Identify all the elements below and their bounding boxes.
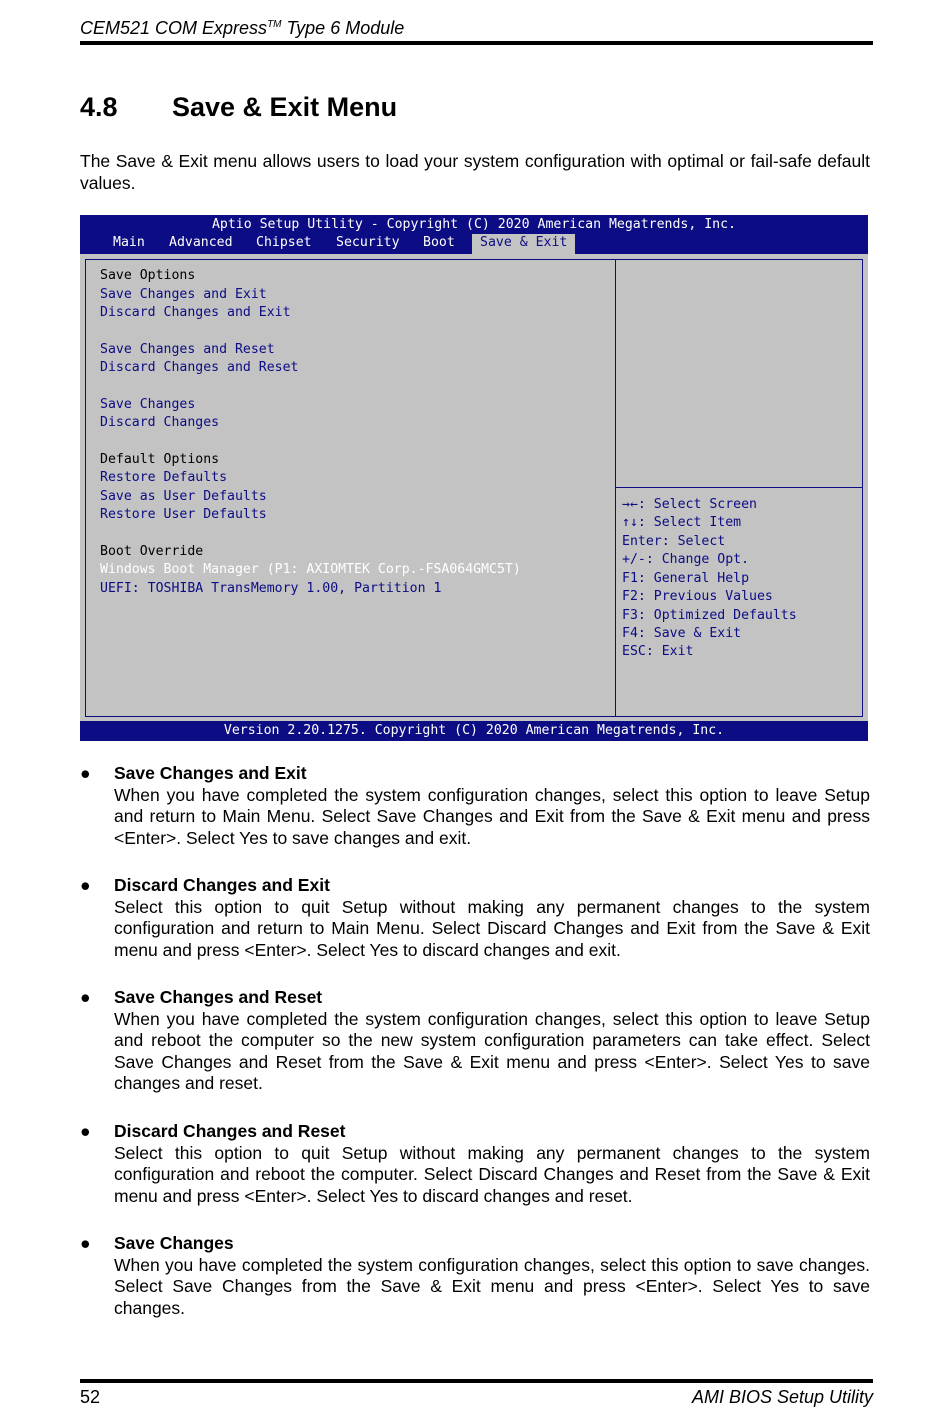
bullet-item xyxy=(80,987,870,1095)
bullet-title: Discard Changes and Reset xyxy=(114,1121,346,1141)
bios-group-boot-override: Boot Override xyxy=(100,544,204,559)
bios-item-uefi-toshiba[interactable]: UEFI: TOSHIBA TransMemory 1.00, Partition 1 xyxy=(100,581,442,596)
bullet-item xyxy=(80,875,870,961)
bullet-dot: ● xyxy=(80,987,91,1007)
bios-divider xyxy=(615,260,616,716)
bios-item-save-user-defaults[interactable]: Save as User Defaults xyxy=(100,489,267,504)
bios-help-f3: F3: Optimized Defaults xyxy=(622,608,797,623)
bullet-item xyxy=(80,1121,870,1207)
bios-help-esc: ESC: Exit xyxy=(622,644,694,659)
bios-help-f4: F4: Save & Exit xyxy=(622,626,742,641)
bios-help-enter: Enter: Select xyxy=(622,534,726,549)
bios-title-bar xyxy=(80,215,868,254)
bullet-body: Select this option to quit Setup without making any permanent changes to the system configuration and return to Main Menu. Select Discard Changes and Exit from the Save & Exit menu and press <Enter>. Select Yes to discard changes and exit. xyxy=(114,896,870,960)
intro-paragraph: The Save & Exit menu allows users to load your system configuration with optimal or fail-safe default values. xyxy=(80,151,870,193)
bios-tab-chipset[interactable]: Chipset xyxy=(256,235,312,250)
bios-item-restore-user-defaults[interactable]: Restore User Defaults xyxy=(100,507,267,522)
bullet-body: Select this option to quit Setup without making any permanent changes to the system configuration and reboot the computer. Select Discard Changes and Reset from the Save & Exit menu and press <Enter>. Select Yes to discard changes and reset. xyxy=(114,1142,870,1206)
bullet-item xyxy=(80,1233,870,1319)
bios-group-default-options: Default Options xyxy=(100,452,220,467)
header-suffix: Type 6 Module xyxy=(281,18,405,38)
bios-item-windows-boot-manager[interactable]: Windows Boot Manager (P1: AXIOMTEK Corp.-FSA064GMC5T) xyxy=(100,562,521,577)
bios-screenshot xyxy=(80,215,868,741)
bios-item-restore-defaults[interactable]: Restore Defaults xyxy=(100,470,228,485)
bullet-body: When you have completed the system configuration changes, select this option to leave Setup and reboot the computer so the new system configuration parameters can take effect. Select Save Changes and Reset from the Save & Exit menu and press <Enter>. Select Yes to save changes and reset. xyxy=(114,1008,870,1093)
bullet-title: Save Changes and Reset xyxy=(114,987,323,1007)
bios-help-divider xyxy=(615,487,862,488)
page-header xyxy=(80,18,873,45)
chapter-title: AMI BIOS Setup Utility xyxy=(691,1387,873,1407)
bios-item-discard-changes-exit[interactable]: Discard Changes and Exit xyxy=(100,305,291,320)
bios-group-save-options: Save Options xyxy=(100,268,196,283)
bios-help-change-opt: +/-: Change Opt. xyxy=(622,552,750,567)
bullet-dot: ● xyxy=(80,1121,91,1141)
header-product: CEM521 COM Express xyxy=(80,18,268,38)
bullet-body: When you have completed the system configuration changes, select this option to save changes. Select Save Changes from the Save & Exit menu and press <Enter>. Select Yes to save changes. xyxy=(114,1254,870,1318)
bullet-title: Discard Changes and Exit xyxy=(114,875,330,895)
bios-main-panel xyxy=(85,259,863,717)
bullet-title: Save Changes and Exit xyxy=(114,763,307,783)
bios-tab-advanced[interactable]: Advanced xyxy=(169,235,233,250)
page-footer xyxy=(80,1379,873,1407)
bullet-body: When you have completed the system configuration changes, select this option to leave Setup and return to Main Menu. Select Save Changes and Exit from the Save & Exit menu and press <Enter>. Select Yes to save changes and exit. xyxy=(114,784,870,848)
bullet-dot: ● xyxy=(80,1233,91,1253)
bullet-dot: ● xyxy=(80,763,91,783)
bios-item-save-changes-exit[interactable]: Save Changes and Exit xyxy=(100,287,267,302)
bios-help-select-item: ↑↓: Select Item xyxy=(622,515,742,530)
bios-item-save-changes[interactable]: Save Changes xyxy=(100,397,196,412)
section-title xyxy=(80,92,397,123)
bios-tab-bar xyxy=(80,234,868,254)
header-trademark: TM xyxy=(267,19,282,30)
bios-help-select-screen: →←: Select Screen xyxy=(622,497,757,512)
bios-item-discard-changes[interactable]: Discard Changes xyxy=(100,415,220,430)
section-number: 4.8 xyxy=(80,92,118,122)
bios-help-f1: F1: General Help xyxy=(622,571,750,586)
bios-item-save-changes-reset[interactable]: Save Changes and Reset xyxy=(100,342,275,357)
bios-title: Aptio Setup Utility - Copyright (C) 2020 American Megatrends, Inc. xyxy=(211,217,736,232)
bios-item-discard-changes-reset[interactable]: Discard Changes and Reset xyxy=(100,360,299,375)
bios-tab-security[interactable]: Security xyxy=(336,235,400,250)
bullet-dot: ● xyxy=(80,875,91,895)
bullet-title: Save Changes xyxy=(114,1233,234,1253)
section-heading: Save & Exit Menu xyxy=(172,92,398,122)
bios-tab-save-exit[interactable]: Save & Exit xyxy=(472,234,575,254)
bios-tab-main[interactable]: Main xyxy=(113,235,145,250)
bios-tab-boot[interactable]: Boot xyxy=(423,235,455,250)
bios-help-f2: F2: Previous Values xyxy=(622,589,773,604)
bullet-item xyxy=(80,763,870,849)
page-number: 52 xyxy=(80,1387,101,1407)
bios-version-bar: Version 2.20.1275. Copyright (C) 2020 American Megatrends, Inc. xyxy=(80,721,868,741)
